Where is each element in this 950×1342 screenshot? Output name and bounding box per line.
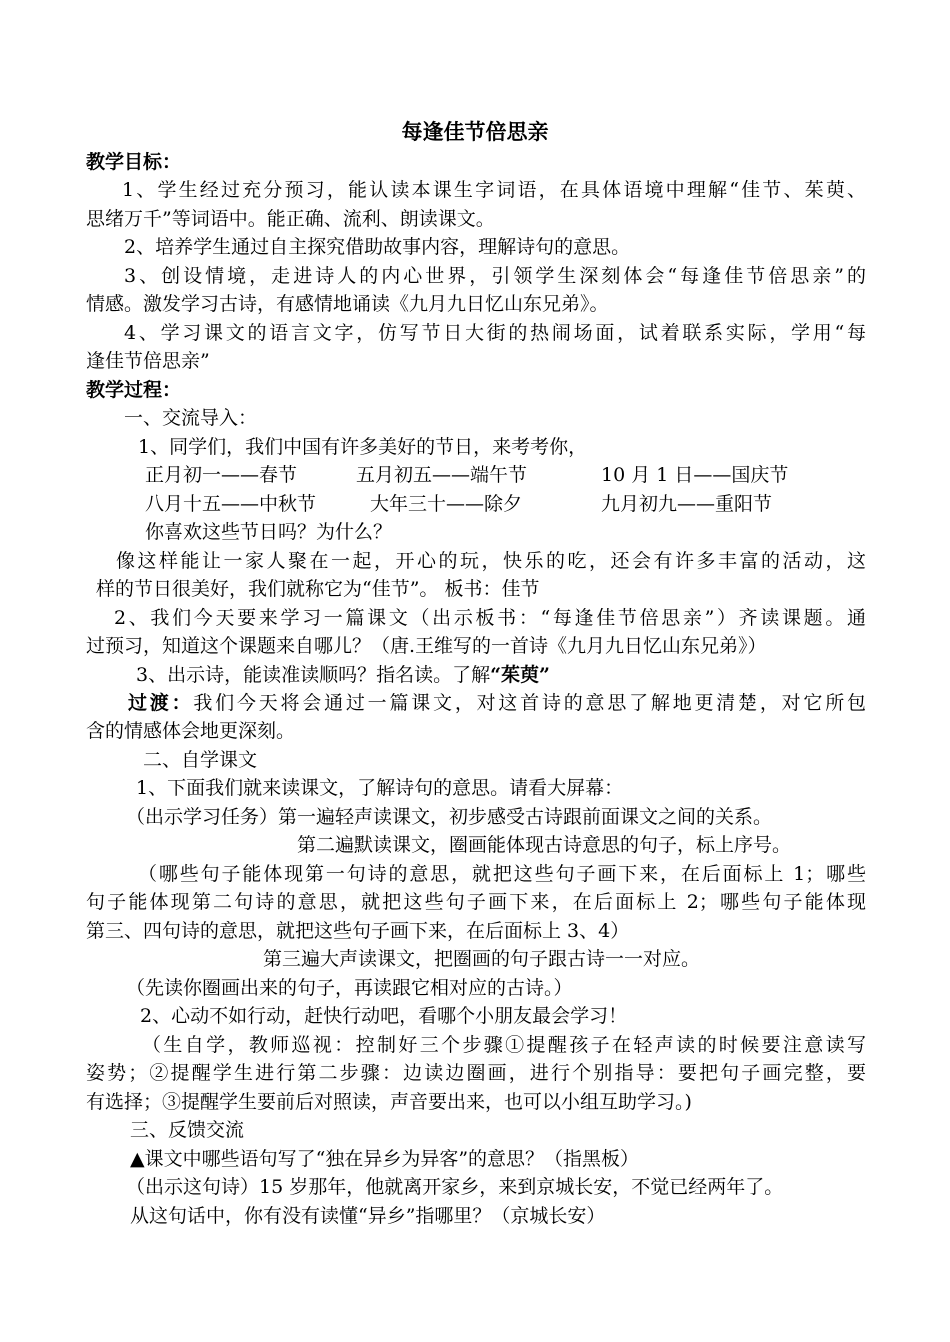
section-1-item-1: 1、同学们，我们中国有许多美好的节日，来考考你， <box>138 436 588 458</box>
section-2-item-2: 2、心动不如行动，赶快行动吧，看哪个小朋友最会学习！ <box>140 1005 628 1027</box>
festival-cell: 九月初九——重阳节 <box>601 493 773 515</box>
section-3-heading: 三、反馈交流 <box>130 1119 245 1141</box>
paragraph-7 <box>136 661 916 689</box>
objective-3-line-1: 3、创设情境，走进诗人的内心世界，引领学生深刻体会“每逢佳节倍思亲”的 <box>124 265 866 287</box>
paragraph-9-line-2: 句子能体现第二句诗的意思，就把这些句子画下来，在后面标上 2；哪些句子能体现 <box>86 891 866 913</box>
paragraph-13: （出示这句诗）15 岁那年，他就离开家乡，来到京城长安，不觉已经两年了。 <box>126 1176 784 1198</box>
paragraph-14: 从这句话中，你有没有读懂“异乡”指哪里？（京城长安） <box>130 1205 606 1227</box>
objective-3-line-2: 情感。激发学习古诗，有感情地诵读《九月九日忆山东兄弟》。 <box>86 293 609 315</box>
question-1: 你喜欢这些节日吗？为什么？ <box>145 521 393 543</box>
paragraph-11-line-3: 有选择；③提醒学生要前后对照读，声音要出来，也可以小组互助学习。) <box>86 1091 692 1113</box>
objective-4-line-1: 4、学习课文的语言文字，仿写节日大街的热闹场面，试着联系实际，学用“每 <box>124 322 866 344</box>
paragraph-7-text: 3、出示诗，能读准读顺吗？指名读。了解 <box>136 664 491 686</box>
section-2-item-1: 1、下面我们就来读课文，了解诗句的意思。请看大屏幕： <box>136 777 624 799</box>
task-1: （出示学习任务）第一遍轻声读课文，初步感受古诗跟前面课文之间的关系。 <box>126 806 773 828</box>
process-heading: 教学过程： <box>86 379 182 401</box>
paragraph-10: （先读你圈画出来的句子，再读跟它相对应的古诗。） <box>126 977 573 999</box>
festival-cell: 10 月 1 日——国庆节 <box>601 464 789 486</box>
transition-label: 过渡： <box>128 692 194 714</box>
paragraph-6-line-1: 2、我们今天要来学习一篇课文（出示板书：“每逢佳节倍思亲”）齐读课题。通 <box>114 607 866 629</box>
paragraph-8-line-1 <box>128 689 866 717</box>
paragraph-8-text: 我们今天将会通过一篇课文，对这首诗的意思了解地更清楚，对它所包 <box>193 692 866 714</box>
task-3: 第三遍大声读课文，把圈画的句子跟古诗一一对应。 <box>263 948 701 970</box>
festival-cell: 大年三十——除夕 <box>370 493 523 515</box>
paragraph-8-line-2: 含的情感体会地更深刻。 <box>86 720 296 742</box>
paragraph-6-line-2: 过预习，知道这个课题来自哪儿？（唐.王维写的一首诗《九月九日忆山东兄弟》） <box>86 635 767 657</box>
objective-1-line-2: 思绪万千”等词语中。能正确、流利、朗读课文。 <box>86 208 495 230</box>
paragraph-11-line-2: 姿势；②提醒学生进行第二步骤：边读边圈画，进行个别指导：要把句子画完整，要 <box>86 1062 866 1084</box>
section-1-heading: 一、交流导入： <box>124 407 258 429</box>
objective-2: 2、培养学生通过自主探究借助故事内容，理解诗句的意思。 <box>124 236 631 258</box>
paragraph-9-line-3: 第三、四句诗的意思，就把这些句子画下来，在后面标上 3、4） <box>86 920 630 942</box>
festival-cell: 正月初一——春节 <box>145 464 298 486</box>
term-zhuyu: “茱萸” <box>490 664 550 686</box>
section-2-heading: 二、自学课文 <box>143 749 258 771</box>
page-title: 每逢佳节倍思亲 <box>401 119 549 144</box>
paragraph-5-line-2: 样的节日很美好，我们就称它为“佳节”。 板书：佳节 <box>96 578 540 600</box>
paragraph-11-line-1: （生自学，教师巡视：控制好三个步骤①提醒孩子在轻声读的时候要注意读写 <box>142 1034 866 1056</box>
objectives-heading: 教学目标： <box>86 151 182 173</box>
paragraph-9-line-1: （哪些句子能体现第一句诗的意思，就把这些句子画下来，在后面标上 1；哪些 <box>138 863 866 885</box>
festival-cell: 八月十五——中秋节 <box>145 493 317 515</box>
task-2: 第二遍默读课文，圈画能体现古诗意思的句子，标上序号。 <box>297 834 792 856</box>
paragraph-5-line-1: 像这样能让一家人聚在一起，开心的玩，快乐的吃，还会有许多丰富的活动，这 <box>116 550 866 572</box>
festival-cell: 五月初五——端午节 <box>356 464 528 486</box>
objective-4-line-2: 逢佳节倍思亲” <box>86 350 210 372</box>
paragraph-12: ▲课文中哪些语句写了“独在异乡为异客”的意思？（指黑板） <box>130 1148 640 1170</box>
objective-1-line-1: 1、学生经过充分预习，能认读本课生字词语，在具体语境中理解“佳节、茱萸、 <box>122 179 866 201</box>
